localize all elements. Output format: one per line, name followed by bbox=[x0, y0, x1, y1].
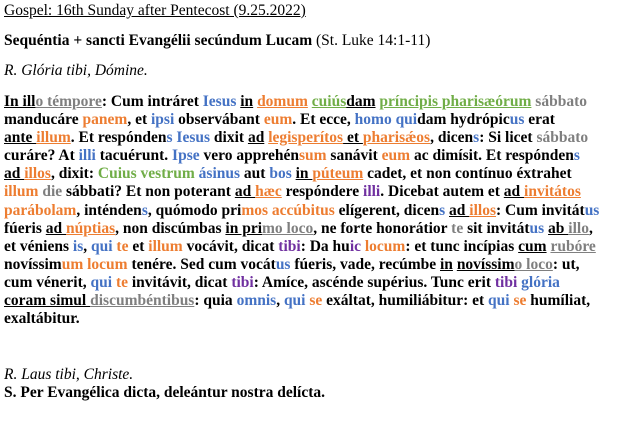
passage-segment: exaltábitur. bbox=[4, 310, 80, 328]
passage-segment: , non discúmbas bbox=[115, 219, 226, 237]
passage-segment: Iesus bbox=[202, 93, 237, 110]
passage-segment: illos bbox=[24, 165, 51, 183]
passage-segment: manducáre bbox=[4, 111, 83, 129]
passage-segment: coram simul bbox=[4, 292, 91, 310]
passage-segment: die bbox=[42, 183, 63, 201]
passage-segment: ad bbox=[45, 219, 67, 237]
passage-line bbox=[4, 202, 640, 220]
passage-segment: , ne forte honorátior bbox=[313, 219, 452, 237]
passage-segment: , bbox=[588, 219, 593, 237]
passage-segment: novíssim bbox=[456, 255, 515, 273]
passage-segment: tenére. Sed cum vocát bbox=[127, 255, 276, 273]
passage-segment: is bbox=[72, 237, 84, 255]
passage-segment: panem bbox=[82, 111, 128, 129]
passage-segment: locum bbox=[364, 237, 406, 255]
passage-segment: , dicen bbox=[430, 129, 474, 147]
passage-segment: , bbox=[83, 237, 91, 255]
passage-segment: illum bbox=[36, 129, 71, 147]
passage-segment: illi bbox=[363, 183, 381, 201]
passage-segment: cum vénerit, bbox=[4, 273, 91, 291]
passage-segment: us bbox=[584, 201, 600, 219]
passage-segment: qui bbox=[488, 292, 510, 310]
passage-segment: et bbox=[343, 129, 363, 147]
passage-segment: aut bbox=[240, 165, 270, 183]
passage-segment: curáre? At bbox=[4, 147, 79, 165]
passage-segment: in pri bbox=[225, 219, 263, 237]
passage-segment: te bbox=[116, 237, 129, 255]
passage-segment: ipsi bbox=[150, 111, 175, 129]
passage-segment: : et tunc incípias bbox=[405, 237, 519, 255]
passage-segment: eum bbox=[263, 111, 293, 129]
passage-segment: qui bbox=[90, 273, 113, 291]
passage-segment: fúeris, vade, recúmbe bbox=[290, 255, 440, 273]
passage-segment: glória bbox=[521, 273, 560, 291]
passage-segment: núptias bbox=[66, 219, 116, 237]
gospel-passage bbox=[4, 93, 640, 328]
passage-segment: illo bbox=[568, 219, 589, 237]
passage-segment: invitávit, dicat bbox=[128, 273, 232, 291]
passage-segment: sábbati? Et non poterant bbox=[62, 183, 235, 201]
passage-line bbox=[4, 129, 640, 147]
passage-segment: ásinus bbox=[198, 165, 241, 183]
passage-segment: , et bbox=[127, 111, 151, 129]
passage-segment: ab bbox=[548, 219, 569, 237]
passage-segment: dixit bbox=[210, 129, 248, 147]
passage-segment: Ipse bbox=[172, 147, 200, 165]
passage-segment: s bbox=[473, 129, 480, 147]
passage-line bbox=[4, 220, 640, 238]
passage-segment: respóndere bbox=[281, 183, 364, 201]
passage-line bbox=[4, 165, 640, 183]
passage-segment: illum bbox=[148, 237, 183, 255]
passage-segment: dam bbox=[346, 93, 376, 110]
passage-segment: ante bbox=[4, 129, 37, 147]
passage-segment: mos bbox=[241, 201, 269, 219]
passage-segment: s bbox=[439, 201, 446, 219]
passage-segment: sanávit bbox=[326, 147, 382, 165]
response-laus: R. Laus tibi, Christe. bbox=[4, 366, 134, 383]
passage-line bbox=[4, 93, 640, 111]
passage-segment: ad bbox=[503, 183, 525, 201]
passage-segment: : Cum intráret bbox=[101, 93, 203, 110]
passage-segment: . Dicebat autem et bbox=[380, 183, 504, 201]
passage-segment: et bbox=[128, 237, 149, 255]
passage-line bbox=[4, 183, 640, 201]
passage-segment: vero apprehén bbox=[199, 147, 299, 165]
passage-segment: : ut, bbox=[552, 255, 580, 273]
passage-segment: in bbox=[440, 255, 453, 273]
passage-segment: qui bbox=[283, 292, 306, 310]
passage-segment: , bbox=[276, 292, 284, 310]
passage-segment: ad bbox=[247, 129, 265, 147]
passage-segment: accúbitus bbox=[271, 201, 335, 219]
passage-line bbox=[4, 292, 640, 310]
passage-segment: tibi bbox=[231, 273, 254, 291]
passage-segment: : quia bbox=[194, 292, 237, 310]
passage-segment: invitátos bbox=[524, 183, 581, 201]
passage-segment: erat bbox=[524, 111, 555, 129]
dismissal-prayer: S. Per Evangélica dicta, deleántur nostra delícta. bbox=[4, 384, 326, 401]
passage-segment: sum bbox=[298, 147, 327, 165]
passage-segment: : Cum invitát bbox=[495, 201, 585, 219]
passage-segment: domum bbox=[257, 93, 308, 110]
passage-segment: legisperítos bbox=[268, 129, 344, 147]
passage-segment: rubóre bbox=[550, 237, 596, 255]
passage-segment: se bbox=[309, 292, 323, 310]
passage-segment: ad bbox=[234, 183, 256, 201]
passage-segment: : Amíce, ascénde supérius. Tunc erit bbox=[253, 273, 495, 291]
passage-segment: , dixit: bbox=[50, 165, 98, 183]
passage-segment: et véniens bbox=[4, 237, 73, 255]
passage-segment: o loco bbox=[514, 255, 553, 273]
passage-segment: vocávit, dicat bbox=[182, 237, 279, 255]
passage-segment: exáltat, humiliábitur: et bbox=[322, 292, 489, 310]
passage-segment: observábant bbox=[174, 111, 264, 129]
passage-line bbox=[4, 238, 640, 256]
passage-segment: ad bbox=[449, 201, 470, 219]
passage-segment: tibi bbox=[278, 237, 301, 255]
passage-segment: bos bbox=[269, 165, 292, 183]
passage-line bbox=[4, 310, 640, 328]
passage-segment: Iesus bbox=[176, 129, 211, 147]
passage-segment: humíliat, bbox=[526, 292, 591, 310]
passage-segment: discumbéntibus bbox=[90, 292, 195, 310]
passage-segment: parábolam bbox=[4, 201, 77, 219]
gospel-reference: (St. Luke 14:1-11) bbox=[312, 32, 431, 49]
passage-segment: illi bbox=[78, 147, 96, 165]
passage-segment: : Si licet bbox=[479, 129, 537, 147]
passage-segment: te bbox=[115, 273, 128, 291]
passage-segment: s bbox=[141, 201, 148, 219]
passage-segment: tibi bbox=[494, 273, 518, 291]
passage-segment: s bbox=[573, 147, 580, 165]
passage-segment: , quómodo pri bbox=[147, 201, 242, 219]
passage-segment: se bbox=[513, 292, 527, 310]
passage-segment: us bbox=[529, 219, 545, 237]
passage-segment: fúeris bbox=[4, 219, 46, 237]
passage-segment: omnis bbox=[236, 292, 277, 310]
passage-segment: tacuérunt. bbox=[95, 147, 173, 165]
passage-segment: cadet, et non contínuo éxtrahet bbox=[363, 165, 572, 183]
passage-segment: ad bbox=[4, 165, 25, 183]
passage-segment: cum bbox=[518, 237, 547, 255]
passage-line bbox=[4, 256, 640, 274]
passage-segment: . Et ecce, bbox=[292, 111, 355, 129]
passage-segment: s bbox=[166, 129, 173, 147]
passage-segment: Cuius vestrum bbox=[97, 165, 195, 183]
passage-line bbox=[4, 111, 640, 129]
passage-segment: eum bbox=[381, 147, 411, 165]
passage-segment: qui bbox=[90, 237, 113, 255]
passage-segment: dam hydrópic bbox=[417, 111, 510, 129]
passage-segment: cuiús bbox=[311, 93, 347, 110]
gospel-header: Gospel: 16th Sunday after Pentecost (9.25.2022) bbox=[4, 2, 306, 19]
passage-segment: sit invitát bbox=[463, 219, 530, 237]
passage-segment: te bbox=[451, 219, 464, 237]
passage-segment: illum bbox=[4, 183, 39, 201]
gospel-title bbox=[4, 32, 430, 50]
passage-segment: in bbox=[240, 93, 254, 110]
passage-segment: . Et respónden bbox=[70, 129, 167, 147]
passage-segment: , inténden bbox=[76, 201, 142, 219]
passage-segment: pharisǽos bbox=[362, 129, 431, 147]
passage-segment: homo qui bbox=[354, 111, 418, 129]
gospel-title-bold: Sequéntia + sancti Evangélii secúndum Lucam bbox=[4, 32, 313, 49]
passage-segment: : Da hu bbox=[300, 237, 350, 255]
passage-segment: novíssim bbox=[4, 255, 62, 273]
passage-segment: in bbox=[295, 165, 313, 183]
passage-segment: In ill bbox=[4, 93, 36, 110]
passage-segment: um locum bbox=[61, 255, 128, 273]
response-gloria: R. Glória tibi, Dómine. bbox=[4, 62, 148, 79]
passage-segment: mo loco bbox=[262, 219, 314, 237]
passage-segment: púteum bbox=[312, 165, 364, 183]
passage-segment: príncipis pharisæórum bbox=[379, 93, 532, 110]
passage-segment: elígerent, dicen bbox=[334, 201, 440, 219]
passage-segment: sábbato bbox=[536, 129, 589, 147]
passage-segment: sábbato bbox=[535, 93, 587, 110]
passage-segment: us bbox=[275, 255, 291, 273]
passage-line bbox=[4, 147, 640, 165]
passage-line bbox=[4, 274, 640, 292]
passage-segment: o témpore bbox=[35, 93, 102, 110]
passage-segment: ic bbox=[349, 237, 361, 255]
passage-segment: ac dimísit. Et respónden bbox=[410, 147, 574, 165]
passage-segment: us bbox=[509, 111, 525, 129]
passage-segment: illos bbox=[469, 201, 496, 219]
passage-segment: hæc bbox=[255, 183, 282, 201]
